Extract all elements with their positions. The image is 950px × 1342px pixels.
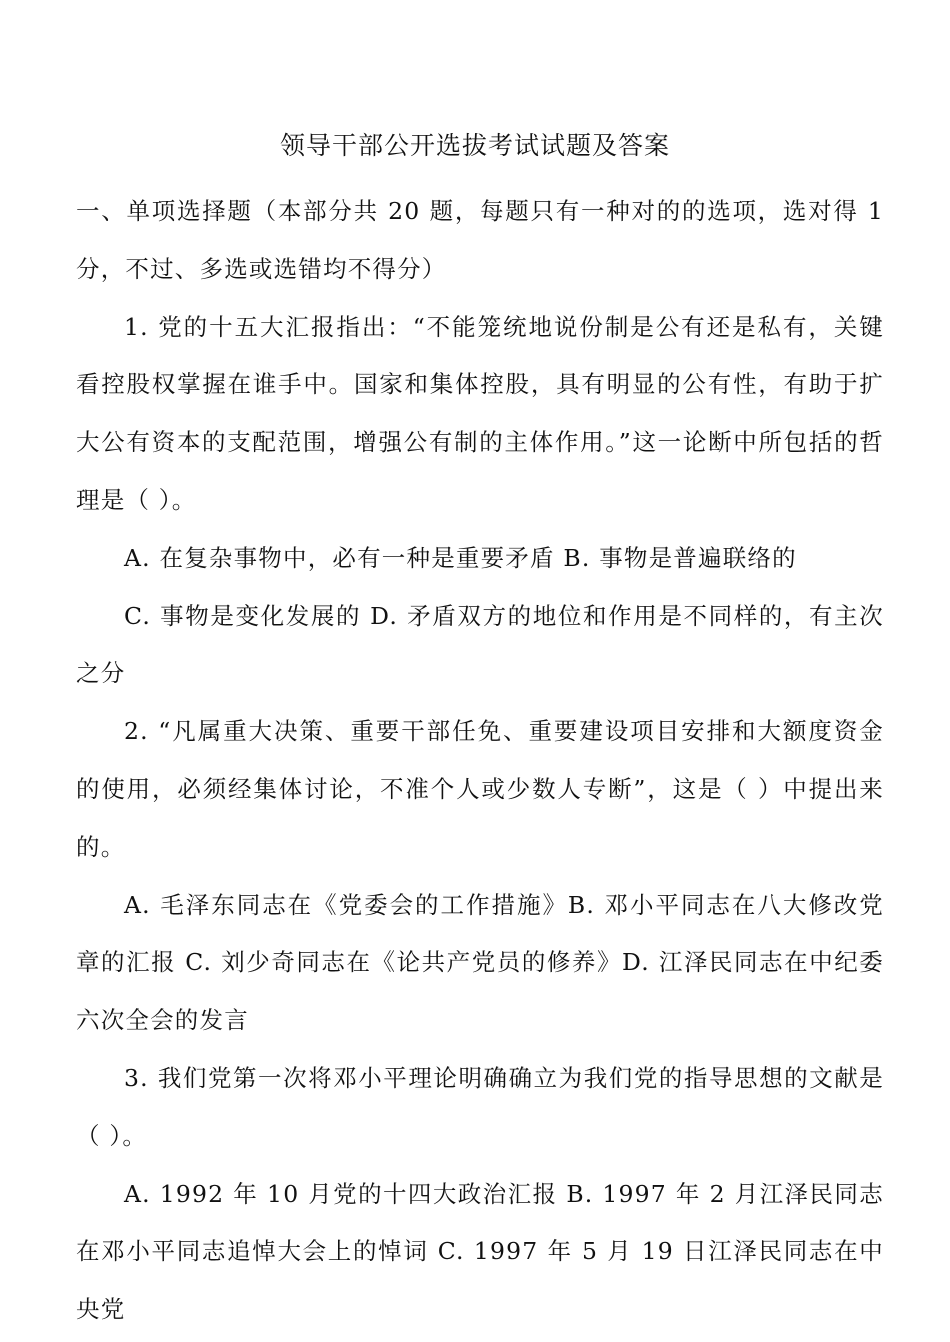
question-2-stem: 2. “凡属重大决策、重要干部任免、重要建设项目安排和大额度资金的使用，必须经集体讨论，不准个人或少数人专断”，这是（ ）中提出来的。 bbox=[76, 717, 884, 861]
document-body bbox=[76, 183, 884, 1339]
question-3-options: A. 1992 年 10 月党的十四大政治汇报 B. 1997 年 2 月江泽民同志在邓小平同志追悼大会上的悼词 C. 1997 年 5 月 19 日江泽民同志在中央党 bbox=[76, 1179, 884, 1324]
question-3-stem: 3. 我们党第一次将邓小平理论明确确立为我们党的指导思想的文献是（ ）。 bbox=[76, 1063, 884, 1150]
document-title: 领导干部公开选拔考试试题及答案 bbox=[279, 131, 670, 160]
section-heading: 一、单项选择题（本部分共 20 题，每题只有一种对的的选项，选对得 1 分，不过、多选或选错均不得分） bbox=[76, 197, 884, 283]
question-1-options-cd: C. 事物是变化发展的 D. 矛盾双方的地位和作用是不同样的，有主次之分 bbox=[76, 601, 884, 688]
question-1-stem: 1. 党的十五大汇报指出：“不能笼统地说份制是公有还是私有，关键看控股权掌握在谁手中。国家和集体控股，具有明显的公有性，有助于扩大公有资本的支配范围，增强公有制的主体作用。”这一论断中所包括的哲理是（ ）。 bbox=[76, 312, 884, 514]
question-2-options: A. 毛泽东同志在《党委会的工作措施》B. 邓小平同志在八大修改党章的汇报 C. 刘少奇同志在《论共产党员的修养》D. 江泽民同志在中纪委六次全会的发言 bbox=[76, 890, 884, 1035]
question-1-options-ab: A. 在复杂事物中，必有一种是重要矛盾 B. 事物是普遍联络的 bbox=[124, 543, 797, 572]
